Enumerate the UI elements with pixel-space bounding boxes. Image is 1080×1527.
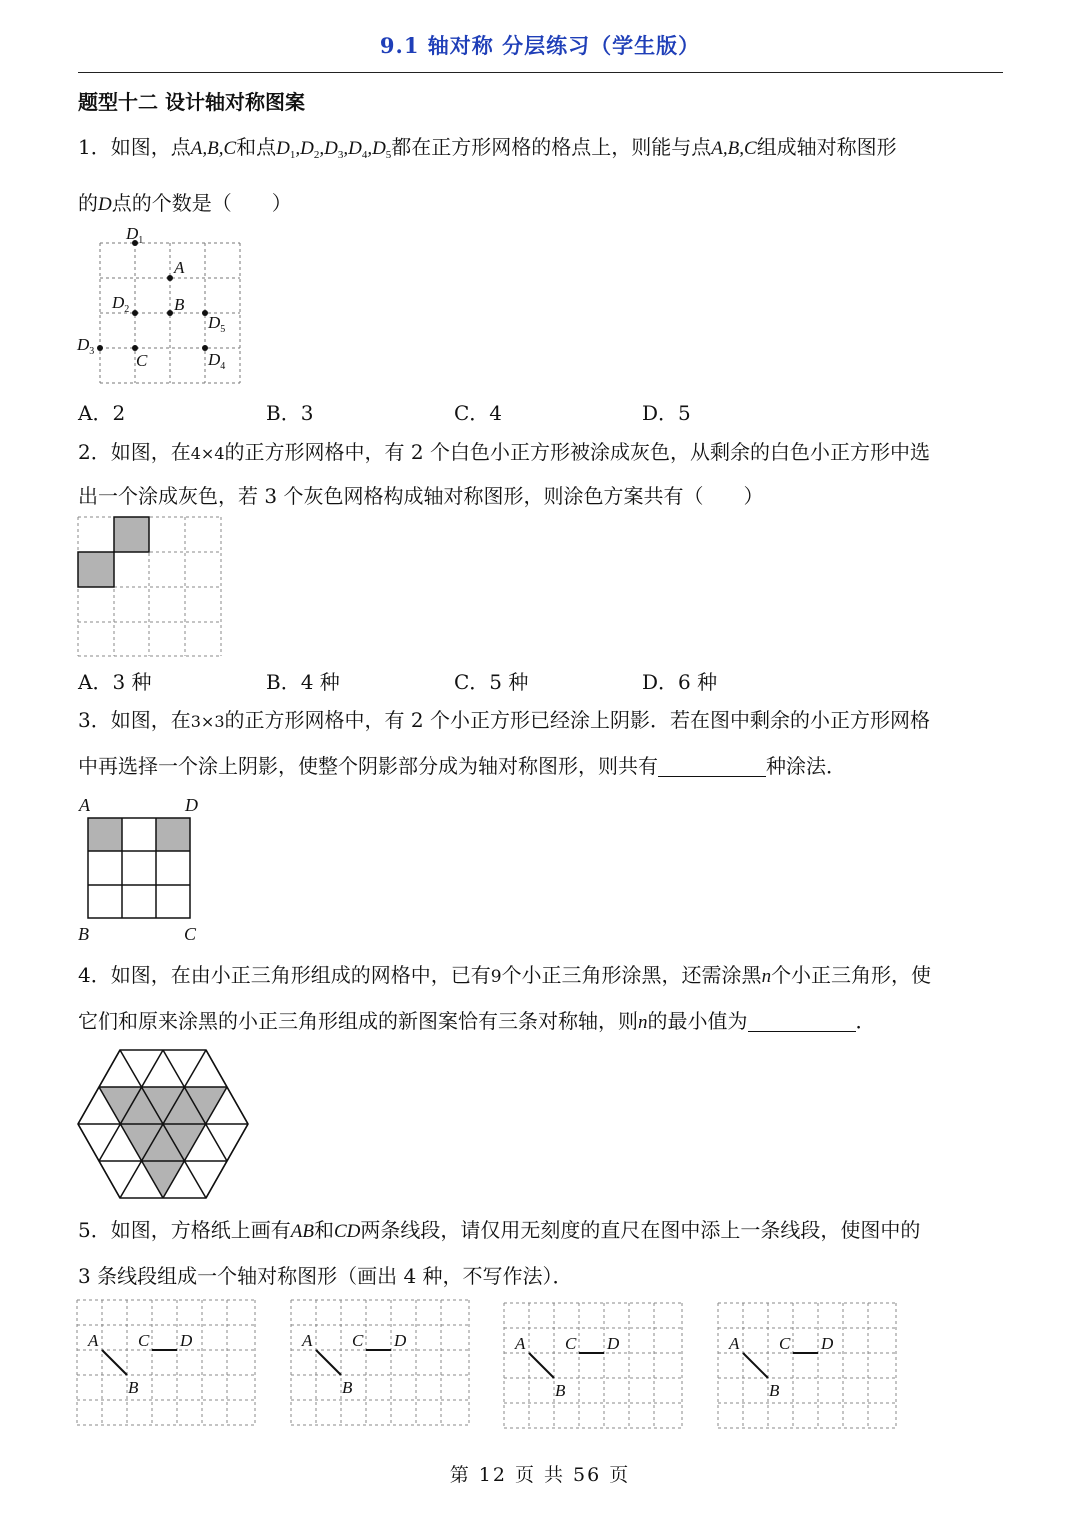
text: 个小正三角形，使: [771, 963, 932, 987]
q5-grid-figure: [717, 1301, 899, 1431]
q1-grid-figure: [70, 220, 270, 395]
text: 组成轴对称图形: [756, 135, 897, 159]
question-number: 5．: [78, 1218, 111, 1242]
points-abc: A,B,C: [190, 138, 237, 159]
q5-grid-figure: [76, 1298, 258, 1428]
label-c: C: [779, 1334, 791, 1353]
variable-n: n: [638, 1012, 648, 1033]
document-header-title: 9.1 轴对称 分层练习（学生版）: [379, 33, 701, 58]
grid-size: 4×4: [190, 444, 225, 463]
variable-n: n: [761, 966, 772, 987]
text: 如图，在: [110, 440, 191, 464]
choice-d[interactable]: D．5: [642, 401, 691, 425]
label-a: A: [174, 258, 185, 277]
text: 出一个涂成灰色，若 3 个灰色网格构成轴对称图形，则涂色方案共有（ ）: [78, 484, 764, 508]
label-b: B: [128, 1378, 139, 1397]
choice-a[interactable]: A．2: [78, 401, 126, 425]
text: ．: [855, 1009, 876, 1033]
header-rule: [78, 72, 1003, 73]
label-d: D: [821, 1334, 834, 1353]
label-d: D: [394, 1331, 407, 1350]
text: 中再选择一个涂上阴影，使整个阴影部分成为轴对称图形，则共有: [78, 754, 658, 778]
label-c: C: [565, 1334, 577, 1353]
text: 如图，方格纸上画有: [110, 1218, 291, 1242]
text: 个小正三角形涂黑，还需涂黑: [501, 963, 762, 987]
grid-size: 3×3: [190, 712, 225, 731]
text: 的正方形网格中，有 2 个小正方形已经涂上阴影．若在图中剩余的小正方形网格: [224, 708, 930, 732]
q5-grid-3[interactable]: [503, 1301, 685, 1435]
point-d: D: [98, 194, 112, 215]
segment-ab-line: [316, 1350, 341, 1375]
choice-b[interactable]: B．3: [266, 401, 314, 425]
q2-grid-figure: [77, 516, 223, 658]
q3-grid-figure: [70, 792, 210, 947]
question-3-text: [78, 698, 1003, 788]
q5-grid-4[interactable]: [717, 1301, 899, 1435]
question-1-text: [78, 125, 1003, 227]
label-d3: $D_3$: [77, 335, 95, 357]
point-b: [167, 310, 173, 316]
point-d3: [97, 345, 103, 351]
point-a: [167, 275, 173, 281]
segment-ab-line: [743, 1353, 768, 1378]
label-c: C: [136, 351, 148, 370]
label-b: B: [342, 1378, 353, 1397]
question-5-text: [78, 1208, 1003, 1298]
text: 和点: [236, 135, 277, 159]
question-number: 3．: [78, 708, 111, 732]
question-number: 4．: [78, 963, 111, 987]
text: 它们和原来涂黑的小正三角形组成的新图案恰有三条对称轴，则: [78, 1009, 638, 1033]
points-d: $D_1,D_2,D_3,D_4,D_5$: [276, 138, 392, 161]
text: 都在正方形网格的格点上，则能与点: [391, 135, 712, 159]
gray-square: [114, 517, 149, 552]
label-c: C: [352, 1331, 364, 1350]
gray-square: [156, 818, 190, 851]
text: 如图，点: [110, 135, 191, 159]
text: 如图，在由小正三角形组成的网格中，已有: [110, 963, 491, 987]
text: 如图，在: [110, 708, 191, 732]
label-d1: $D_1$: [126, 224, 144, 246]
q5-grid-2[interactable]: [290, 1298, 472, 1432]
section-title: 题型十二 设计轴对称图案: [78, 90, 305, 114]
choice-d[interactable]: D．6 种: [642, 670, 718, 694]
text: 的: [78, 191, 98, 215]
label-b: B: [555, 1381, 566, 1400]
answer-blank[interactable]: [658, 754, 766, 777]
question-2-text: [78, 430, 1003, 518]
label-a: A: [88, 1331, 99, 1350]
label-b: B: [769, 1381, 780, 1400]
answer-blank[interactable]: [748, 1009, 856, 1032]
choice-c[interactable]: C．5 种: [454, 670, 529, 694]
segment-ab: AB: [290, 1221, 314, 1242]
label-d: D: [607, 1334, 620, 1353]
gray-square: [88, 818, 122, 851]
gray-square: [78, 552, 114, 587]
segment-cd: CD: [333, 1221, 361, 1242]
count-nine: 9: [490, 967, 502, 987]
shaded-region: [99, 1087, 227, 1198]
point-d2: [132, 310, 138, 316]
label-d4: $D_4$: [208, 350, 226, 372]
q5-grid-figure: [290, 1298, 472, 1428]
label-a: A: [79, 795, 90, 815]
text: 的最小值为: [647, 1009, 748, 1033]
label-a: A: [302, 1331, 313, 1350]
text: 两条线段，请仅用无刻度的直尺在图中添上一条线段，使图中的: [360, 1218, 921, 1242]
choice-b[interactable]: B．4 种: [266, 670, 340, 694]
label-d: D: [185, 795, 198, 815]
q5-grid-1[interactable]: [76, 1298, 258, 1432]
q4-triangle-grid-figure: [72, 1045, 252, 1200]
text: 和: [313, 1218, 334, 1242]
question-number: 2．: [78, 440, 111, 464]
label-d: D: [180, 1331, 193, 1350]
text: 的正方形网格中，有 2 个白色小正方形被涂成灰色，从剩余的白色小正方形中选: [224, 440, 930, 464]
text: 点的个数是（ ）: [111, 191, 292, 215]
q5-grid-figure: [503, 1301, 685, 1431]
label-b: B: [78, 924, 89, 944]
label-d2: $D_2$: [112, 293, 130, 315]
label-b: B: [174, 295, 185, 314]
question-number: 1．: [78, 135, 111, 159]
label-a: A: [729, 1334, 740, 1353]
segment-ab-line: [529, 1353, 554, 1378]
question-4-text: [78, 953, 1003, 1045]
label-a: A: [515, 1334, 526, 1353]
choice-c[interactable]: C．4: [454, 401, 503, 425]
label-c: C: [184, 924, 197, 944]
text: 种涂法．: [766, 754, 846, 778]
points-abc: A,B,C: [711, 138, 757, 159]
segment-ab-line: [102, 1350, 127, 1375]
label-d5: $D_5$: [208, 313, 226, 335]
text: 3 条线段组成一个轴对称图形（画出 4 种，不写作法）．: [78, 1264, 573, 1288]
choice-a[interactable]: A．3 种: [78, 670, 152, 694]
label-c: C: [138, 1331, 150, 1350]
page-footer: 第 12 页 共 56 页: [449, 1464, 631, 1486]
